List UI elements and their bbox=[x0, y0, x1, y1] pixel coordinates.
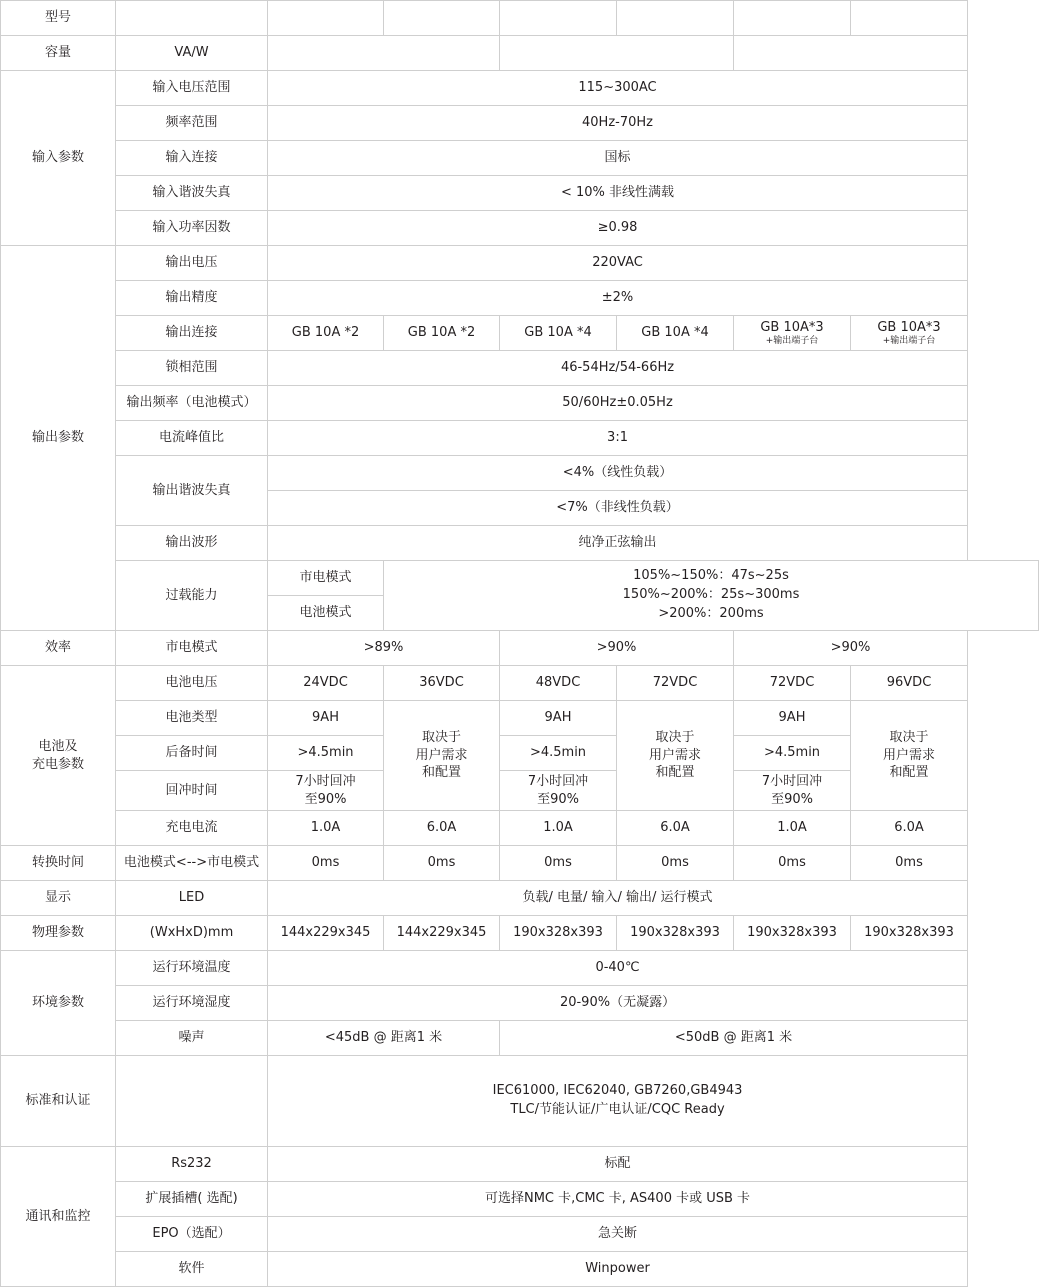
group-efficiency: 效率 bbox=[1, 631, 116, 666]
table-row-physical bbox=[1, 916, 1039, 951]
value-dimensions-3k: 190x328x393 bbox=[734, 916, 851, 951]
value-battery-current-2k: 1.0A bbox=[500, 811, 617, 846]
value-battery-recharge-3k bbox=[734, 771, 851, 811]
depends-line2: 用户需求 bbox=[415, 747, 468, 763]
table-row-battery-type bbox=[1, 701, 1039, 736]
table-row-capacity-header bbox=[1, 36, 1039, 71]
value-transfer-2ks: 0ms bbox=[617, 846, 734, 881]
value-battery-voltage-3k: 72VDC bbox=[734, 666, 851, 701]
label-output-waveform: 输出波形 bbox=[116, 526, 268, 561]
label-expansion-slot: 扩展插槽( 选配) bbox=[116, 1182, 268, 1217]
value-battery-voltage-2k: 48VDC bbox=[500, 666, 617, 701]
table-row-input-connection bbox=[1, 141, 1039, 176]
value-output-thd-nonlinear: <7%（非线性负载） bbox=[268, 491, 968, 526]
label-battery-type: 电池类型 bbox=[116, 701, 268, 736]
table-row-output-accuracy bbox=[1, 281, 1039, 316]
table-row-battery-current bbox=[1, 811, 1039, 846]
value-efficiency-1k: >89% bbox=[268, 631, 500, 666]
value-env-temperature: 0-40℃ bbox=[268, 951, 968, 986]
table-row-output-waveform bbox=[1, 526, 1039, 561]
value-output-accuracy: ±2% bbox=[268, 281, 968, 316]
depends-line2: 用户需求 bbox=[649, 747, 702, 763]
table-row-software bbox=[1, 1252, 1039, 1287]
recharge-line1: 7小时回冲 bbox=[295, 774, 356, 789]
label-env-noise: 噪声 bbox=[116, 1021, 268, 1056]
value-software: Winpower bbox=[268, 1252, 968, 1287]
label-epo: EPO（选配） bbox=[116, 1217, 268, 1252]
depends-line2: 用户需求 bbox=[883, 747, 936, 763]
value-battery-backup-3k: >4.5min bbox=[734, 736, 851, 771]
table-row-efficiency bbox=[1, 631, 1039, 666]
value-output-lock-range: 46-54Hz/54-66Hz bbox=[268, 351, 968, 386]
value-dimensions-3ks: 190x328x393 bbox=[851, 916, 968, 951]
table-row-input-pf bbox=[1, 211, 1039, 246]
label-battery-charge-current: 充电电流 bbox=[116, 811, 268, 846]
table-row-overload-line bbox=[1, 561, 1039, 596]
group-battery-line1: 电池及 bbox=[38, 739, 78, 754]
table-row-output-thd-linear bbox=[1, 456, 1039, 491]
model-2ks: 2KS bbox=[617, 1, 734, 36]
value-battery-current-2ks: 6.0A bbox=[617, 811, 734, 846]
label-input-pf: 输入功率因数 bbox=[116, 211, 268, 246]
depends-line1: 取决于 bbox=[655, 730, 695, 746]
value-input-connection: 国标 bbox=[268, 141, 968, 176]
overload-line-2: 150%~200%：25s~300ms bbox=[622, 587, 800, 603]
table-row-model-header bbox=[1, 1, 1039, 36]
depends-line1: 取决于 bbox=[422, 730, 462, 746]
output-conn-main: GB 10A*3 bbox=[877, 319, 941, 335]
value-battery-type-3k: 9AH bbox=[734, 701, 851, 736]
table-row-transfer-time bbox=[1, 846, 1039, 881]
label-rs232: Rs232 bbox=[116, 1147, 268, 1182]
table-row-env-noise bbox=[1, 1021, 1039, 1056]
label-env-temperature: 运行环境温度 bbox=[116, 951, 268, 986]
group-output: 输出参数 bbox=[1, 246, 116, 631]
value-output-connection-3ks bbox=[851, 316, 968, 351]
label-input-frequency: 频率范围 bbox=[116, 106, 268, 141]
capacity-label: 容量 bbox=[1, 36, 116, 71]
recharge-line1: 7小时回冲 bbox=[761, 774, 823, 789]
table-row-standards bbox=[1, 1056, 1039, 1147]
value-battery-current-1k: 1.0A bbox=[268, 811, 384, 846]
recharge-line2: 至90% bbox=[304, 791, 347, 807]
table-row-battery-voltage bbox=[1, 666, 1039, 701]
value-battery-depends-3ks bbox=[851, 701, 968, 811]
capacity-1000va: 1000VA/800W bbox=[268, 36, 500, 71]
overload-line-1: 105%~150%：47s~25s bbox=[633, 568, 789, 584]
table-row-output-frequency bbox=[1, 386, 1039, 421]
value-transfer-3k: 0ms bbox=[734, 846, 851, 881]
value-transfer-2k: 0ms bbox=[500, 846, 617, 881]
model-3k: 3K bbox=[734, 1, 851, 36]
recharge-line2: 至90% bbox=[771, 791, 813, 807]
value-expansion-slot: 可选择NMC 卡,CMC 卡, AS400 卡或 USB 卡 bbox=[268, 1182, 968, 1217]
value-input-pf: ≥0.98 bbox=[268, 211, 968, 246]
label-overload-battery-mode: 电池模式 bbox=[268, 596, 384, 631]
standards-line-2: TLC/节能认证/广电认证/CQC Ready bbox=[510, 1102, 725, 1118]
label-display-led: LED bbox=[116, 881, 268, 916]
value-output-connection-1ks bbox=[384, 316, 500, 351]
label-output-frequency: 输出频率（电池模式） bbox=[116, 386, 268, 421]
model-1k: 1K bbox=[268, 1, 384, 36]
model-3ks: 3KS bbox=[851, 1, 968, 36]
value-battery-backup-1k: >4.5min bbox=[268, 736, 384, 771]
value-input-voltage-range: 115~300AC bbox=[268, 71, 968, 106]
label-software: 软件 bbox=[116, 1252, 268, 1287]
output-conn-main: GB 10A *4 bbox=[641, 325, 709, 341]
recharge-line2: 至90% bbox=[537, 791, 579, 807]
table-row-rs232 bbox=[1, 1147, 1039, 1182]
capacity-3000va: 3000VA/2400W bbox=[734, 36, 968, 71]
label-overload-line-mode: 市电模式 bbox=[268, 561, 384, 596]
table-row-input-thd bbox=[1, 176, 1039, 211]
group-display: 显示 bbox=[1, 881, 116, 916]
value-input-frequency: 40Hz-70Hz bbox=[268, 106, 968, 141]
value-battery-current-1ks: 6.0A bbox=[384, 811, 500, 846]
value-rs232: 标配 bbox=[268, 1147, 968, 1182]
label-output-lock-range: 锁相范围 bbox=[116, 351, 268, 386]
recharge-line1: 7小时回冲 bbox=[527, 774, 589, 789]
depends-line3: 和配置 bbox=[422, 765, 462, 781]
label-output-thd: 输出谐波失真 bbox=[116, 456, 268, 526]
value-output-crest: 3:1 bbox=[268, 421, 968, 456]
table-row-output-voltage bbox=[1, 246, 1039, 281]
value-dimensions-1k: 144x229x345 bbox=[268, 916, 384, 951]
table-row-display bbox=[1, 881, 1039, 916]
value-output-connection-1k bbox=[268, 316, 384, 351]
value-output-connection-2ks bbox=[617, 316, 734, 351]
capacity-unit: VA/W bbox=[116, 36, 268, 71]
output-conn-sub: +输出端子台 bbox=[882, 336, 936, 347]
label-output-crest: 电流峰值比 bbox=[116, 421, 268, 456]
label-output-voltage: 输出电压 bbox=[116, 246, 268, 281]
label-output-connection: 输出连接 bbox=[116, 316, 268, 351]
value-dimensions-2ks: 190x328x393 bbox=[617, 916, 734, 951]
value-battery-depends-1ks bbox=[384, 701, 500, 811]
label-input-thd: 输入谐波失真 bbox=[116, 176, 268, 211]
label-input-voltage-range: 输入电压范围 bbox=[116, 71, 268, 106]
value-battery-recharge-1k bbox=[268, 771, 384, 811]
value-battery-depends-2ks bbox=[617, 701, 734, 811]
output-conn-main: GB 10A*3 bbox=[760, 319, 824, 335]
group-standards: 标准和认证 bbox=[1, 1056, 116, 1147]
table-row-env-temp bbox=[1, 951, 1039, 986]
output-conn-main: GB 10A *4 bbox=[524, 325, 592, 341]
label-input-connection: 输入连接 bbox=[116, 141, 268, 176]
output-conn-sub: +输出端子台 bbox=[765, 336, 819, 347]
value-output-frequency: 50/60Hz±0.05Hz bbox=[268, 386, 968, 421]
value-battery-recharge-2k bbox=[500, 771, 617, 811]
label-battery-voltage: 电池电压 bbox=[116, 666, 268, 701]
value-battery-voltage-1ks: 36VDC bbox=[384, 666, 500, 701]
value-input-thd: < 10% 非线性满载 bbox=[268, 176, 968, 211]
value-battery-voltage-2ks: 72VDC bbox=[617, 666, 734, 701]
label-transfer-mode: 电池模式<-->市电模式 bbox=[116, 846, 268, 881]
label-battery-recharge: 回冲时间 bbox=[116, 771, 268, 811]
value-env-noise-2k3k: <50dB @ 距离1 米 bbox=[500, 1021, 968, 1056]
table-row-output-crest bbox=[1, 421, 1039, 456]
overload-line-3: >200%：200ms bbox=[658, 605, 764, 621]
value-output-waveform: 纯净正弦输出 bbox=[268, 526, 968, 561]
group-transfer-time: 转换时间 bbox=[1, 846, 116, 881]
value-battery-type-1k: 9AH bbox=[268, 701, 384, 736]
output-conn-main: GB 10A *2 bbox=[291, 325, 360, 341]
depends-line3: 和配置 bbox=[655, 765, 695, 781]
model-1ks: 1KS bbox=[384, 1, 500, 36]
value-standards bbox=[268, 1056, 968, 1147]
value-battery-current-3ks: 6.0A bbox=[851, 811, 968, 846]
capacity-2000va: 2000VA/1600W bbox=[500, 36, 734, 71]
value-efficiency-3k: >90% bbox=[734, 631, 968, 666]
depends-line1: 取决于 bbox=[889, 730, 929, 746]
label-dimensions: (WxHxD)mm bbox=[116, 916, 268, 951]
depends-line3: 和配置 bbox=[889, 765, 929, 781]
value-epo: 急关断 bbox=[268, 1217, 968, 1252]
value-battery-voltage-3ks: 96VDC bbox=[851, 666, 968, 701]
group-environment: 环境参数 bbox=[1, 951, 116, 1056]
value-transfer-3ks: 0ms bbox=[851, 846, 968, 881]
label-efficiency-line-mode: 市电模式 bbox=[116, 631, 268, 666]
model-header-blank bbox=[116, 1, 268, 36]
label-output-accuracy: 输出精度 bbox=[116, 281, 268, 316]
value-efficiency-2k: >90% bbox=[500, 631, 734, 666]
group-physical: 物理参数 bbox=[1, 916, 116, 951]
value-battery-current-3k: 1.0A bbox=[734, 811, 851, 846]
group-input: 输入参数 bbox=[1, 71, 116, 246]
group-battery-line2: 充电参数 bbox=[32, 756, 85, 772]
output-conn-main: GB 10A *2 bbox=[407, 325, 476, 341]
value-output-thd-linear: <4%（线性负载） bbox=[268, 456, 968, 491]
value-output-voltage: 220VAC bbox=[268, 246, 968, 281]
value-env-humidity: 20-90%（无凝露） bbox=[268, 986, 968, 1021]
model-2k: 2K bbox=[500, 1, 617, 36]
value-output-connection-2k bbox=[500, 316, 617, 351]
label-overload: 过载能力 bbox=[116, 561, 268, 631]
table-row-slot bbox=[1, 1182, 1039, 1217]
value-transfer-1ks: 0ms bbox=[384, 846, 500, 881]
standards-blank-label bbox=[116, 1056, 268, 1147]
value-output-connection-3k bbox=[734, 316, 851, 351]
value-overload bbox=[384, 561, 1039, 631]
value-dimensions-1ks: 144x229x345 bbox=[384, 916, 500, 951]
table-row-epo bbox=[1, 1217, 1039, 1252]
group-battery bbox=[1, 666, 116, 846]
value-env-noise-1k: <45dB @ 距离1 米 bbox=[268, 1021, 500, 1056]
standards-line-1: IEC61000, IEC62040, GB7260,GB4943 bbox=[492, 1083, 743, 1099]
group-communication: 通讯和监控 bbox=[1, 1147, 116, 1287]
value-battery-backup-2k: >4.5min bbox=[500, 736, 617, 771]
table-row-input-voltage bbox=[1, 71, 1039, 106]
value-dimensions-2k: 190x328x393 bbox=[500, 916, 617, 951]
value-transfer-1k: 0ms bbox=[268, 846, 384, 881]
table-row-env-humidity bbox=[1, 986, 1039, 1021]
label-env-humidity: 运行环境湿度 bbox=[116, 986, 268, 1021]
table-row-output-lock bbox=[1, 351, 1039, 386]
value-battery-voltage-1k: 24VDC bbox=[268, 666, 384, 701]
model-label: 型号 bbox=[1, 1, 116, 36]
value-display-led: 负载/ 电量/ 输入/ 输出/ 运行模式 bbox=[268, 881, 968, 916]
table-row-input-frequency bbox=[1, 106, 1039, 141]
label-battery-backup: 后备时间 bbox=[116, 736, 268, 771]
value-battery-type-2k: 9AH bbox=[500, 701, 617, 736]
table-row-output-connection bbox=[1, 316, 1039, 351]
